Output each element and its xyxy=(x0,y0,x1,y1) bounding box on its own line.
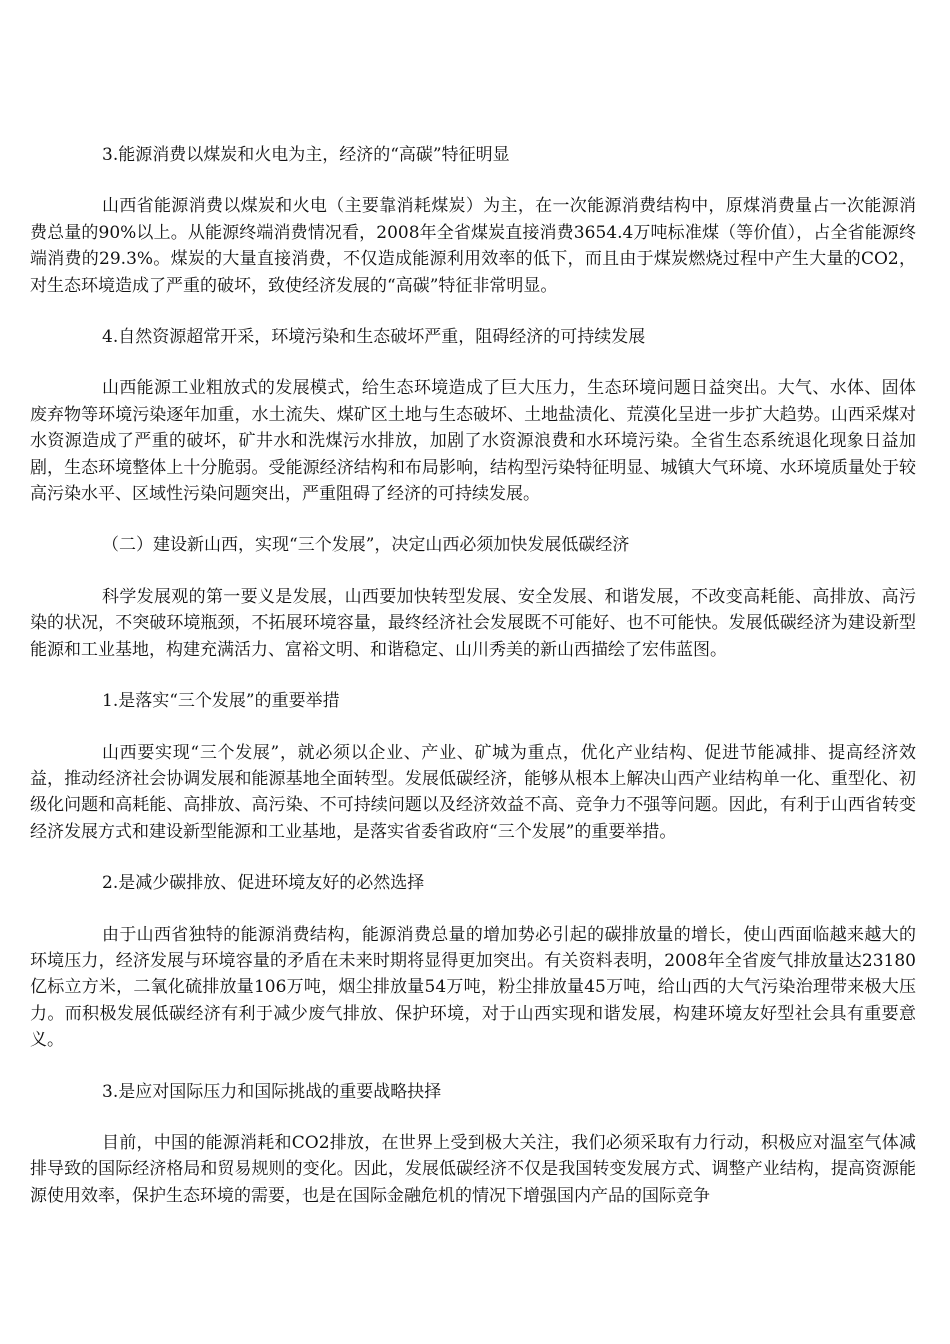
section-heading-resource-exploitation: 4.自然资源超常开采，环境污染和生态破坏严重，阻碍经济的可持续发展 xyxy=(102,327,646,348)
paragraph-three-developments: 山西要实现“三个发展”，就必须以企业、产业、矿城为重点，优化产业结构、促进节能减排、提高经济效益，推动经济社会协调发展和能源基地全面转型。发展低碳经济，能够从根本上解决山西产业结构单一化、重型化、初级化问题和高耗能、高排放、高污染、不可持续问题以及经济效益不高、竞争力不强等问题。因此，有利于山西省转变经济发展方式和建设新型能源和工业基地，是落实省委省政府“三个发展”的重要举措。 xyxy=(30,742,916,842)
section-heading-new-shanxi: （二）建设新山西，实现“三个发展”，决定山西必须加快发展低碳经济 xyxy=(102,535,630,556)
section-heading-carbon-reduction: 2.是减少碳排放、促进环境友好的必然选择 xyxy=(102,873,425,894)
paragraph-resource-exploitation: 山西能源工业粗放式的发展模式，给生态环境造成了巨大压力，生态环境问题日益突出。大气、水体、固体废弃物等环境污染逐年加重，水土流失、煤矿区土地与生态破坏、土地盐渍化、荒漠化呈进一步扩大趋势。山西采煤对水资源造成了严重的破坏，矿井水和洗煤污水排放，加剧了水资源浪费和水环境污染。全省生态系统退化现象日益加剧，生态环境整体上十分脆弱。受能源经济结构和布局影响，结构型污染特征明显、城镇大气环境、水环境质量处于较高污染水平、区域性污染问题突出，严重阻碍了经济的可持续发展。 xyxy=(30,378,916,505)
paragraph-international-pressure: 目前，中国的能源消耗和CO2排放，在世界上受到极大关注，我们必须采取有力行动，积极应对温室气体减排导致的国际经济格局和贸易规则的变化。因此，发展低碳经济不仅是我国转变发展方式、调整产业结构，提高资源能源使用效率，保护生态环境的需要，也是在国际金融危机的情况下增强国内产品的国际竞争 xyxy=(30,1132,916,1206)
section-heading-international-pressure: 3.是应对国际压力和国际挑战的重要战略抉择 xyxy=(102,1081,442,1102)
paragraph-carbon-reduction: 由于山西省独特的能源消费结构，能源消费总量的增加势必引起的碳排放量的增长，使山西面临越来越大的环境压力，经济发展与环境容量的矛盾在未来时期将显得更加突出。有关资料表明，2008年全省废气排放量达23180亿标立方米，二氧化硫排放量106万吨，烟尘排放量54万吨，粉尘排放量45万吨，给山西的大气污染治理带来极大压力。而积极发展低碳经济有利于减少废气排放、保护环境，对于山西实现和谐发展，构建环境友好型社会具有重要意义。 xyxy=(30,924,916,1051)
paragraph-coal-consumption: 山西省能源消费以煤炭和火电（主要靠消耗煤炭）为主，在一次能源消费结构中，原煤消费量占一次能源消费总量的90%以上。从能源终端消费情况看，2008年全省煤炭直接消费3654.4万吨标准煤（等价值），占全省能源终端消费的29.3%。煤炭的大量直接消费，不仅造成能源利用效率的低下，而且由于煤炭燃烧过程中产生大量的CO2，对生态环境造成了严重的破坏，致使经济发展的“高碳”特征非常明显。 xyxy=(30,196,916,296)
paragraph-new-shanxi: 科学发展观的第一要义是发展，山西要加快转型发展、安全发展、和谐发展，不改变高耗能、高排放、高污染的状况，不突破环境瓶颈，不拓展环境容量，最终经济社会发展既不可能好、也不可能快。发展低碳经济为建设新型能源和工业基地，构建充满活力、富裕文明、和谐稳定、山川秀美的新山西描绘了宏伟蓝图。 xyxy=(30,586,916,660)
section-heading-coal-consumption: 3.能源消费以煤炭和火电为主，经济的“高碳”特征明显 xyxy=(102,145,510,165)
section-heading-three-developments: 1.是落实“三个发展”的重要举措 xyxy=(102,691,340,712)
